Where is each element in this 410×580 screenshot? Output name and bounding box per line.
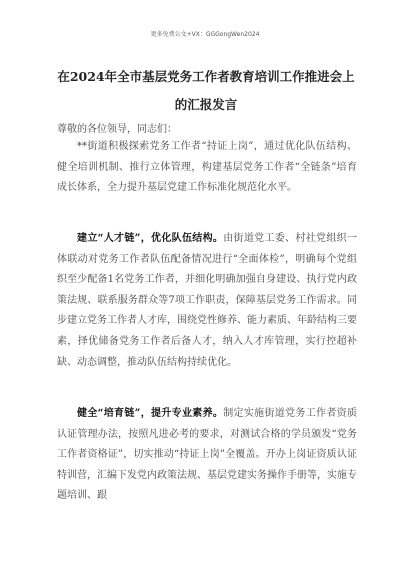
paragraph-1: [57, 137, 357, 199]
paragraph-2-lead: 建立“人才链”，优化队伍结构。: [77, 233, 224, 244]
salutation: 尊敬的各位领导，同志们：: [57, 124, 177, 135]
document-title: 在2024年全市基层党务工作者教育培训工作推进会上的汇报发言: [57, 69, 355, 112]
paragraph-3-lead: 健全“培育链”，提升专业素养。: [77, 408, 224, 419]
paragraph-3: [57, 404, 357, 507]
paragraph-2: [57, 229, 357, 373]
header-note: 更多免费公文+VX：GGGongWen2024: [150, 31, 260, 38]
paragraph-2-body: 由街道党工委、村社党组织一体联动对党务工作者队伍配备情况进行“全面体检”，明确每个党组织至少配备1名党务工作者，并细化明确加强自身建设、执行党内政策法规、联系服务群众等7项工作职责，保障基层党务工作需求。同步建立党务工作者人才库，围绕党性修养、能力素质、年龄结构三要素，择优储备党务工作者后备人才，纳入人才库管理，实行控超补缺、动态调整，推动队伍结构持续优化。: [57, 233, 357, 368]
paragraph-1-body: **街道积极探索党务工作者“持证上岗”，通过优化队伍结构、健全培训机制、推行立体管理，构建基层党务工作者“全链条”培育成长体系，全力提升基层党建工作标准化规范化水平。: [57, 141, 357, 194]
paragraph-3-body: 制定实施街道党务工作者资质认证管理办法，按照凡进必考的要求，对测试合格的学员颁发“党务工作者资格证”，切实推动“持证上岗”全覆盖。开办上岗证资质认证特训营，汇编下发党内政策法规、基层党建实务操作手册等，实施专题培训、跟: [57, 408, 357, 502]
